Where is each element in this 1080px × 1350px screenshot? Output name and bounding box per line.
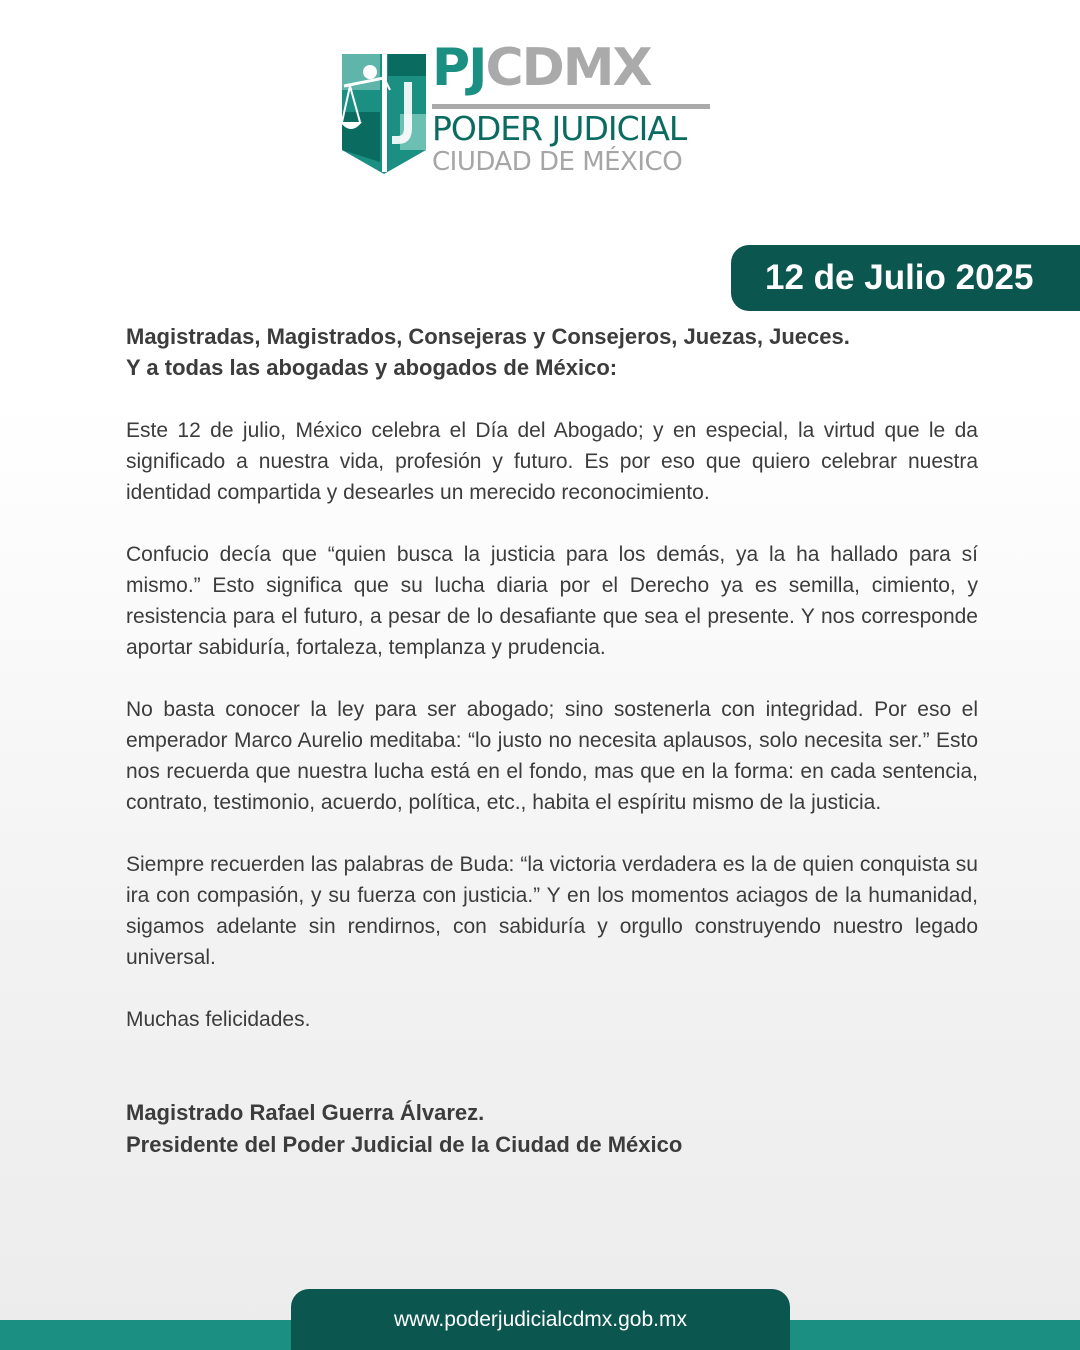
signature-position: Presidente del Poder Judicial de la Ciudad de México bbox=[126, 1132, 683, 1157]
logo-subtitle: CIUDAD DE MÉXICO bbox=[432, 147, 683, 177]
salutation-line-2: Y a todas las abogadas y abogados de México: bbox=[126, 355, 618, 380]
footer-url-link[interactable]: www.poderjudicialcdmx.gob.mx bbox=[291, 1289, 790, 1350]
pjcdmx-emblem-icon bbox=[340, 52, 428, 176]
paragraph-3: No basta conocer la ley para ser abogado; sino sostenerla con integridad. Por eso el emperador Marco Aurelio meditaba: “lo justo no necesita aplausos, solo necesita ser.” Esto nos recuerda que nuestra lucha está en el fondo, mas que en la forma: en cada sentencia, contrato, testimonio, acuerdo, política, etc., habita el espíritu mismo de la justicia. bbox=[126, 698, 978, 814]
paragraph-4: Siempre recuerden las palabras de Buda: “la victoria verdadera es la de quien conquista su ira con compasión, y su fuerza con justicia.” Y en los momentos aciagos de la humanidad, sigamos adelante sin rendirnos, con sabiduría y orgullo construyendo nuestro legado universal. bbox=[126, 853, 978, 969]
salutation bbox=[126, 321, 978, 383]
logo-title: PODER JUDICIAL bbox=[432, 109, 687, 148]
logo-acronym bbox=[432, 38, 651, 98]
letter-body bbox=[126, 321, 978, 1161]
salutation-line-1: Magistradas, Magistrados, Consejeras y Consejeros, Juezas, Jueces. bbox=[126, 324, 850, 349]
signature bbox=[126, 1097, 978, 1161]
paragraph-1: Este 12 de julio, México celebra el Día del Abogado; y en especial, la virtud que le da significado a nuestra vida, profesión y futuro. Es por eso que quiero celebrar nuestra identidad compartida y desearles un merecido reconocimiento. bbox=[126, 419, 978, 504]
logo-acronym-part2: CDMX bbox=[485, 38, 651, 98]
paragraph-2: Confucio decía que “quien busca la justicia para los demás, ya la ha hallado para sí mismo.” Esto significa que su lucha diaria por el Derecho ya es semilla, cimiento, y resistencia para el futuro, a pesar de lo desafiante que sea el presente. Y nos corresponde aportar sabiduría, fortaleza, templanza y prudencia. bbox=[126, 543, 978, 659]
pjcdmx-logo bbox=[340, 38, 720, 178]
logo-acronym-part1: PJ bbox=[432, 38, 486, 98]
date-badge: 12 de Julio 2025 bbox=[731, 245, 1080, 311]
closing-line: Muchas felicidades. bbox=[126, 1008, 311, 1031]
signature-name: Magistrado Rafael Guerra Álvarez. bbox=[126, 1100, 485, 1125]
